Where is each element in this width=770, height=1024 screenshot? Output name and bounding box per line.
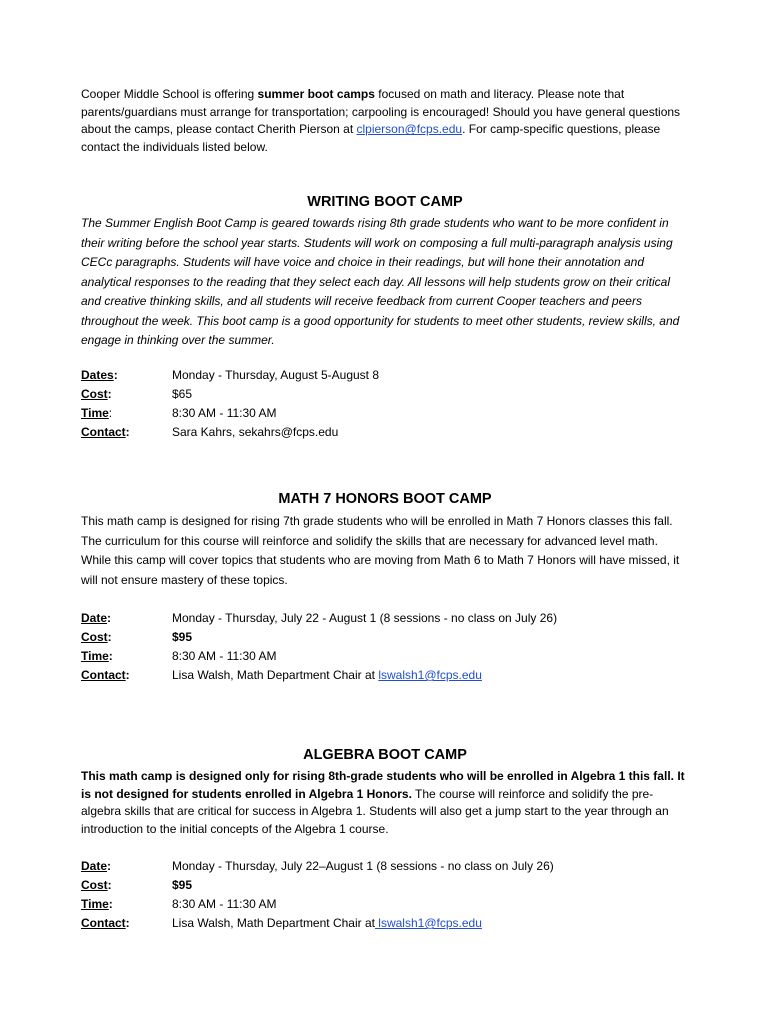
- writing-camp-details: [81, 366, 379, 442]
- math7-camp-details: [81, 609, 557, 685]
- cost-row: Cost: $95: [81, 876, 554, 895]
- cost-row: Cost: $95: [81, 628, 557, 647]
- dates-value: Monday - Thursday, August 5-August 8: [172, 368, 380, 382]
- contact-email-link[interactable]: lswalsh1@fcps.edu: [378, 668, 482, 682]
- intro-text-end: . For camp-specific questions, please contact the individuals listed below.: [81, 122, 661, 154]
- contact-row: Contact: Sara Kahrs, sekahrs@fcps.edu: [81, 423, 379, 442]
- contact-email-link[interactable]: lswalsh1@fcps.edu: [374, 916, 482, 930]
- intro-bold-text: summer boot camps: [257, 87, 375, 101]
- dates-row: Dates: Monday - Thursday, August 5-August 8: [81, 366, 379, 385]
- algebra-camp-details: [81, 857, 554, 933]
- writing-camp-description: The Summer English Boot Camp is geared towards rising 8th grade students who want to be more confident in their writing before the school year starts. Students will work on composing a full multi-paragraph analysis using CECc paragraphs. Students will have voice and choice in their readings, but will hone their annotation and analytical responses to the reading that they select each day. All lessons will help students grow on their critical and creative thinking skills, and all students will receive feedback from current Cooper teachers and peers throughout the week. This boot camp is a good opportunity for students to meet other students, review skills, and engage in thinking over the summer.: [81, 216, 680, 347]
- time-row: Time: 8:30 AM - 11:30 AM: [81, 404, 379, 423]
- contact-value: Lisa Walsh, Math Department Chair at: [172, 668, 379, 682]
- algebra-description-bold: This math camp is designed only for rising 8th-grade students who will be enrolled in Algebra 1 this fall. It is not designed for students enrolled in Algebra 1 Honors.: [81, 769, 685, 801]
- cost-row: Cost: $65: [81, 385, 379, 404]
- date-row: Date: Monday - Thursday, July 22 - August 1 (8 sessions - no class on July 26): [81, 609, 557, 628]
- math7-camp-description: This math camp is designed for rising 7th grade students who will be enrolled in Math 7 Honors classes this fall. The curriculum for this course will reinforce and solidify the skills that are necessary for advanced level math. While this camp will cover topics that students who are moving from Math 6 to Math 7 Honors will have missed, it will not ensure mastery of these topics.: [81, 514, 680, 587]
- contact-label: Contact: [81, 425, 126, 439]
- cost-value: $95: [172, 630, 193, 644]
- intro-text: Cooper Middle School is offering: [81, 87, 258, 101]
- time-label: Time: [81, 406, 109, 420]
- date-label: Date: [81, 859, 108, 873]
- time-row: Time: 8:30 AM - 11:30 AM: [81, 647, 557, 666]
- contact-row: Contact: Lisa Walsh, Math Department Chair at lswalsh1@fcps.edu: [81, 916, 482, 930]
- time-value: 8:30 AM - 11:30 AM: [172, 406, 277, 420]
- time-label: Time: [81, 649, 109, 663]
- cost-label: Cost: [81, 387, 108, 401]
- cost-label: Cost: [81, 878, 108, 892]
- math7-camp-title: MATH 7 HONORS BOOT CAMP: [278, 491, 492, 507]
- coordinator-email-link[interactable]: clpierson@fcps.edu: [356, 122, 463, 137]
- intro-text-continued: focused on math and literacy. Please note that parents/guardians must arrange for transportation; carpooling is encouraged! Should you have general questions about the camps, please contact Cherith Pierson at: [81, 87, 681, 137]
- contact-label: Contact: [81, 916, 126, 930]
- cost-label: Cost: [81, 630, 108, 644]
- time-value: 8:30 AM - 11:30 AM: [172, 897, 277, 911]
- contact-row: Contact: Lisa Walsh, Math Department Chair at lswalsh1@fcps.edu: [81, 668, 482, 682]
- writing-camp-title: WRITING BOOT CAMP: [307, 194, 463, 210]
- algebra-description-rest: The course will reinforce and solidify the pre-algebra skills that are critical for success in Algebra 1. Students will also get a jump start to the year through an introduction to the initial concepts of the Algebra 1 course.: [81, 786, 669, 836]
- time-row: Time: 8:30 AM - 11:30 AM: [81, 895, 554, 914]
- time-value: 8:30 AM - 11:30 AM: [172, 649, 277, 663]
- cost-value: $65: [172, 387, 193, 401]
- date-value: Monday - Thursday, July 22–August 1 (8 sessions - no class on July 26): [172, 859, 554, 873]
- algebra-camp-description: [81, 768, 691, 838]
- time-label: Time: [81, 897, 109, 911]
- date-row: Date: Monday - Thursday, July 22–August 1 (8 sessions - no class on July 26): [81, 857, 554, 876]
- contact-label: Contact: [81, 668, 126, 682]
- algebra-camp-title: ALGEBRA BOOT CAMP: [303, 747, 467, 763]
- dates-label: Dates: [81, 368, 114, 382]
- contact-value: Sara Kahrs, sekahrs@fcps.edu: [172, 425, 339, 439]
- cost-value: $95: [172, 878, 193, 892]
- date-value: Monday - Thursday, July 22 - August 1 (8 sessions - no class on July 26): [172, 611, 558, 625]
- contact-value: Lisa Walsh, Math Department Chair at: [172, 916, 375, 930]
- intro-paragraph: [81, 86, 681, 156]
- date-label: Date: [81, 611, 108, 625]
